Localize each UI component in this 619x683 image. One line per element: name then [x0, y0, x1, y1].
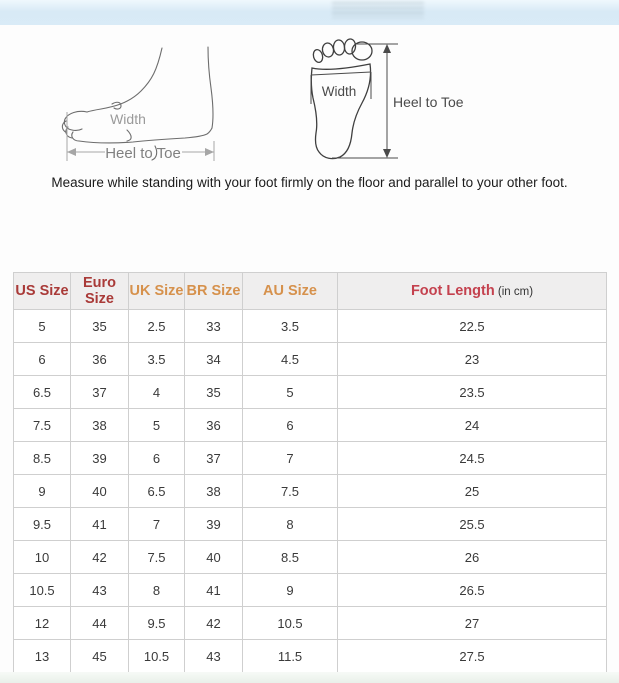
cell-au-size: 10.5 [243, 607, 338, 640]
cell-br-size: 35 [185, 376, 243, 409]
cell-uk-size: 7.5 [129, 541, 185, 574]
cell-uk-size: 6 [129, 442, 185, 475]
size-chart-body [14, 310, 607, 673]
cell-br-size: 37 [185, 442, 243, 475]
cell-foot-length: 27.5 [338, 640, 607, 673]
cell-uk-size: 7 [129, 508, 185, 541]
cell-br-size: 39 [185, 508, 243, 541]
table-row [14, 640, 607, 673]
cell-foot-length: 23.5 [338, 376, 607, 409]
bottom-banner [0, 672, 619, 683]
column-label: US Size [15, 282, 69, 299]
up-arrowhead-icon [383, 44, 391, 53]
table-row [14, 442, 607, 475]
side-view-width-label: Width [110, 111, 146, 127]
cell-us-size: 7.5 [14, 409, 71, 442]
cell-us-size: 9.5 [14, 508, 71, 541]
table-row [14, 574, 607, 607]
cell-br-size: 38 [185, 475, 243, 508]
column-header-au-size [243, 273, 338, 310]
down-arrowhead-icon [383, 149, 391, 158]
cell-au-size: 8 [243, 508, 338, 541]
cell-foot-length: 24 [338, 409, 607, 442]
cell-us-size: 12 [14, 607, 71, 640]
table-row [14, 508, 607, 541]
cell-euro-size: 43 [71, 574, 129, 607]
left-arrowhead-icon [67, 148, 76, 156]
cell-foot-length: 25 [338, 475, 607, 508]
cell-foot-length: 23 [338, 343, 607, 376]
cell-foot-length: 25.5 [338, 508, 607, 541]
cell-au-size: 6 [243, 409, 338, 442]
size-chart-table [13, 272, 607, 673]
cell-euro-size: 35 [71, 310, 129, 343]
cell-euro-size: 40 [71, 475, 129, 508]
cell-au-size: 3.5 [243, 310, 338, 343]
cell-au-size: 7.5 [243, 475, 338, 508]
cell-us-size: 8.5 [14, 442, 71, 475]
cell-foot-length: 24.5 [338, 442, 607, 475]
column-label: BR Size [186, 282, 241, 299]
table-row [14, 343, 607, 376]
cell-au-size: 8.5 [243, 541, 338, 574]
cell-br-size: 42 [185, 607, 243, 640]
column-unit-label: (in cm) [494, 285, 534, 298]
cell-br-size: 36 [185, 409, 243, 442]
footprint-heel-to-toe-label: Heel to Toe [393, 94, 464, 110]
cell-au-size: 5 [243, 376, 338, 409]
table-row [14, 541, 607, 574]
column-header-us-size [14, 273, 71, 310]
table-row [14, 310, 607, 343]
cell-br-size: 40 [185, 541, 243, 574]
size-chart-header-row [14, 273, 607, 310]
cell-uk-size: 6.5 [129, 475, 185, 508]
side-view-heel-to-toe-label: Heel to Toe [105, 145, 181, 162]
cell-euro-size: 39 [71, 442, 129, 475]
cell-br-size: 41 [185, 574, 243, 607]
cell-br-size: 43 [185, 640, 243, 673]
cell-euro-size: 44 [71, 607, 129, 640]
column-header-uk-size [129, 273, 185, 310]
footprint-width-label: Width [321, 84, 357, 99]
cell-br-size: 33 [185, 310, 243, 343]
measure-instruction: Measure while standing with your foot firmly on the floor and parallel to your other foot. [51, 175, 568, 190]
table-row [14, 607, 607, 640]
column-label: Foot Length [410, 282, 495, 299]
foot-side-view-sketch [62, 47, 213, 160]
column-label: Euro Size [82, 274, 117, 307]
cell-uk-size: 9.5 [129, 607, 185, 640]
cell-euro-size: 45 [71, 640, 129, 673]
column-header-foot-length [338, 273, 607, 310]
cell-euro-size: 36 [71, 343, 129, 376]
cell-euro-size: 37 [71, 376, 129, 409]
footprint-measurement [311, 44, 398, 158]
column-label: UK Size [129, 282, 184, 299]
cell-foot-length: 26.5 [338, 574, 607, 607]
table-row [14, 376, 607, 409]
cell-uk-size: 2.5 [129, 310, 185, 343]
cell-us-size: 10 [14, 541, 71, 574]
cell-au-size: 11.5 [243, 640, 338, 673]
table-row [14, 475, 607, 508]
cell-us-size: 6.5 [14, 376, 71, 409]
table-row [14, 409, 607, 442]
cell-us-size: 9 [14, 475, 71, 508]
cell-uk-size: 4 [129, 376, 185, 409]
cell-foot-length: 26 [338, 541, 607, 574]
cell-au-size: 9 [243, 574, 338, 607]
cell-au-size: 4.5 [243, 343, 338, 376]
cell-uk-size: 10.5 [129, 640, 185, 673]
column-label: AU Size [263, 282, 317, 299]
cell-euro-size: 41 [71, 508, 129, 541]
size-chart-header [14, 273, 607, 310]
cell-br-size: 34 [185, 343, 243, 376]
cell-us-size: 6 [14, 343, 71, 376]
cell-au-size: 7 [243, 442, 338, 475]
cell-euro-size: 42 [71, 541, 129, 574]
right-arrowhead-icon [205, 148, 214, 156]
column-header-euro-size [71, 273, 129, 310]
cell-us-size: 13 [14, 640, 71, 673]
cell-uk-size: 8 [129, 574, 185, 607]
cell-euro-size: 38 [71, 409, 129, 442]
column-header-br-size [185, 273, 243, 310]
cell-us-size: 5 [14, 310, 71, 343]
cell-foot-length: 27 [338, 607, 607, 640]
cell-uk-size: 3.5 [129, 343, 185, 376]
cell-uk-size: 5 [129, 409, 185, 442]
cell-us-size: 10.5 [14, 574, 71, 607]
cell-foot-length: 22.5 [338, 310, 607, 343]
